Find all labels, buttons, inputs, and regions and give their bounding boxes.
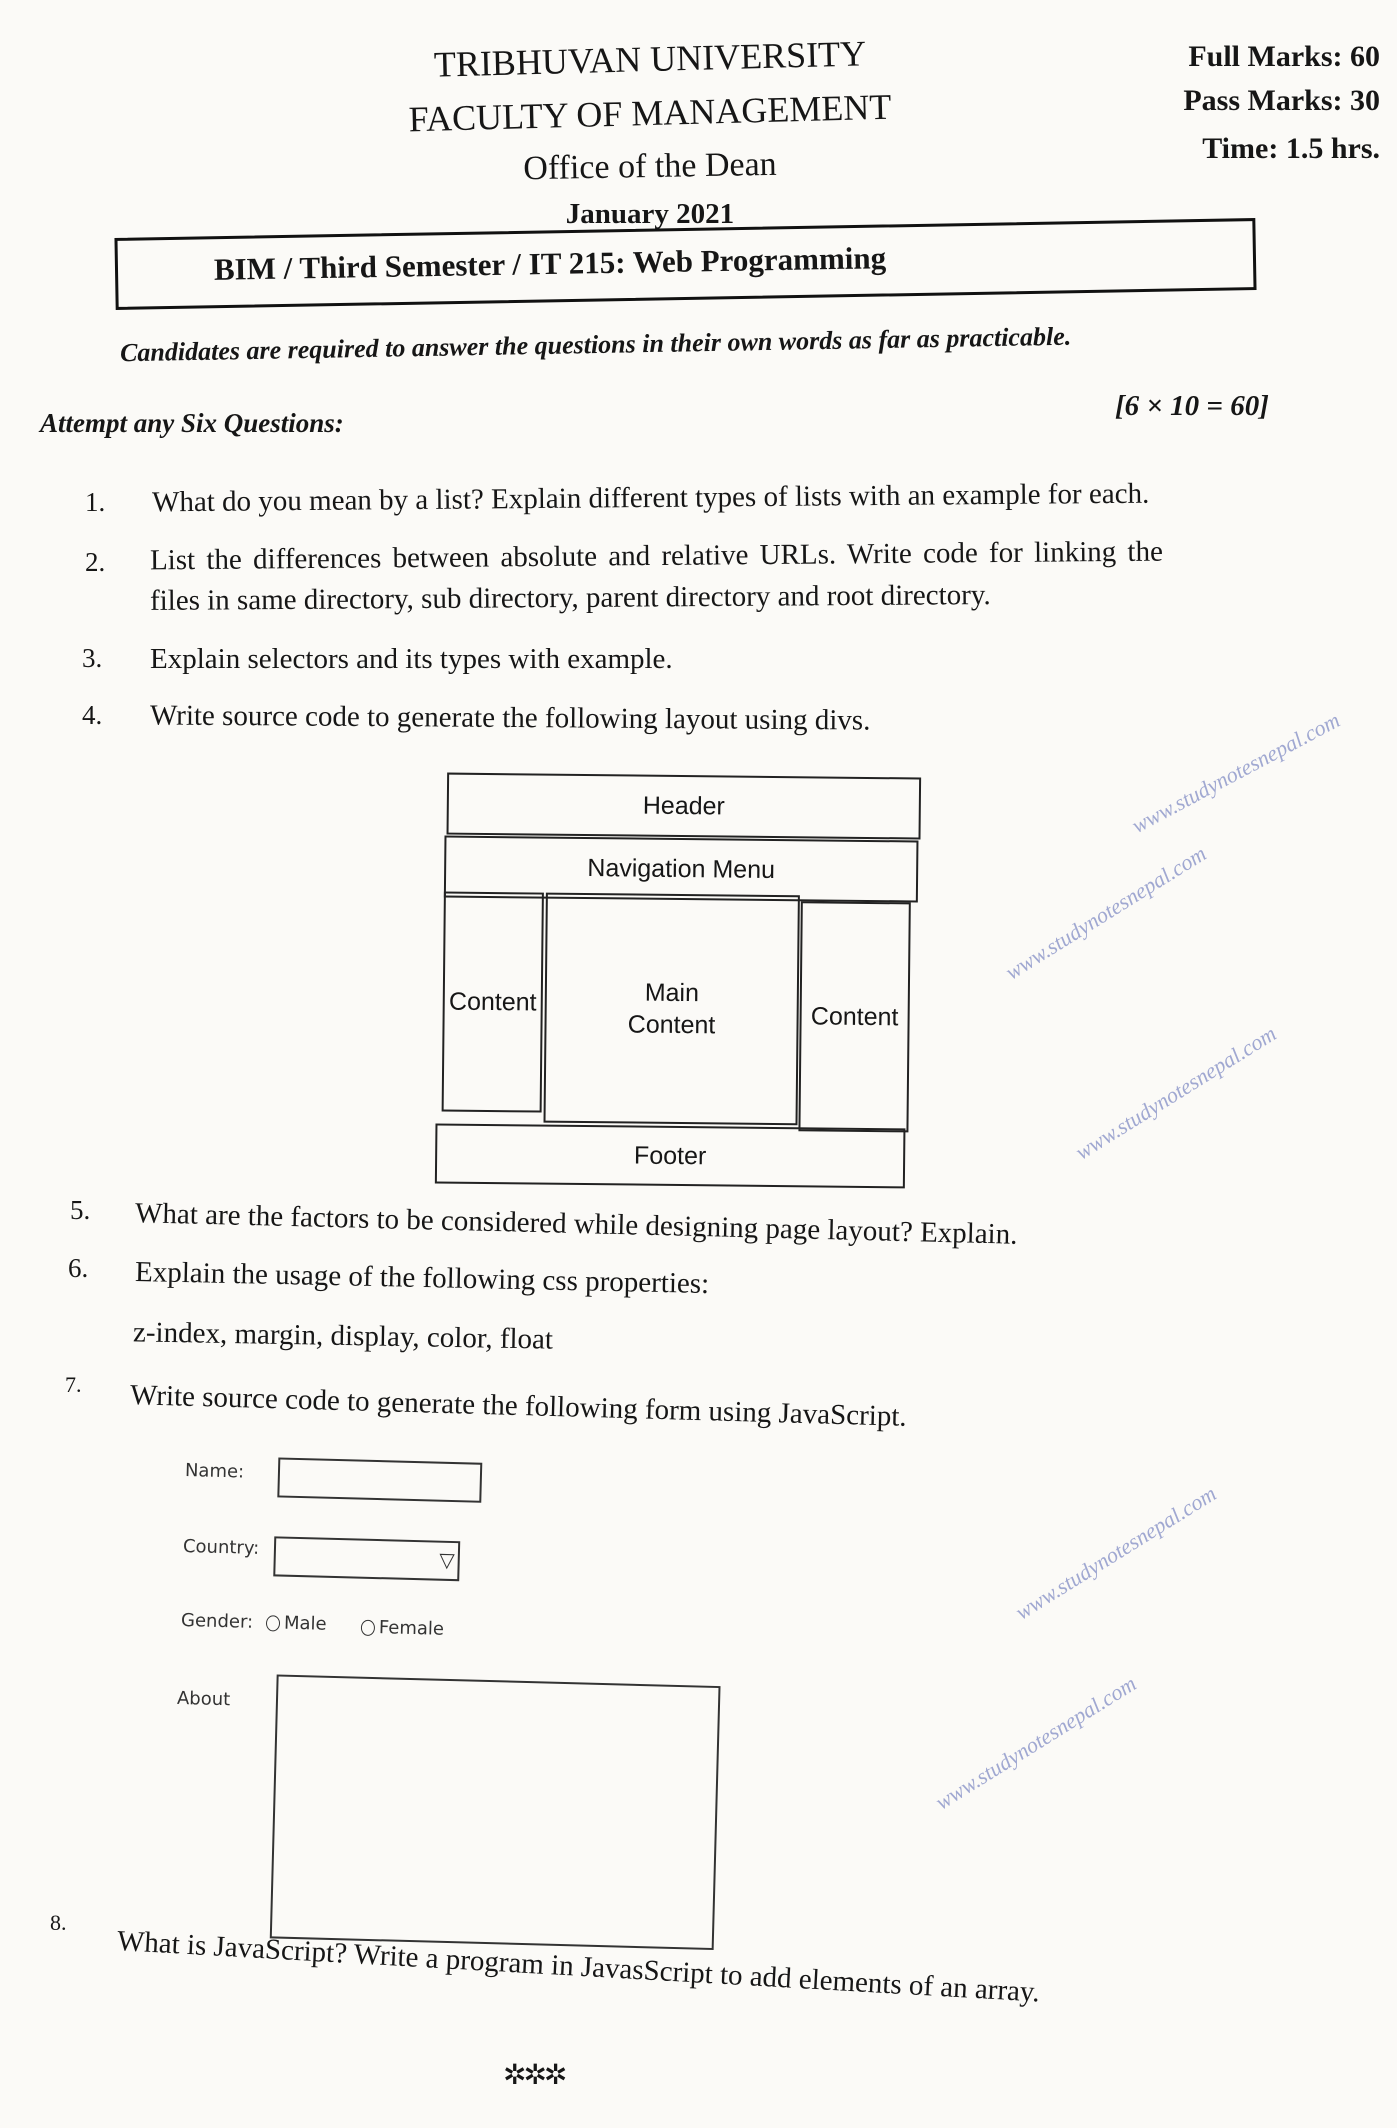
country-select[interactable]	[273, 1536, 460, 1581]
question-number: 3.	[82, 643, 103, 673]
diagram-nav-label: Navigation Menu	[587, 853, 776, 884]
question-number: 2.	[85, 547, 106, 577]
time-allowed: Time: 1.5 hrs.	[1202, 132, 1380, 165]
diagram-left-label: Content	[448, 987, 537, 1016]
question-text: Explain the usage of the following css properties:	[134, 1255, 710, 1301]
name-input[interactable]	[277, 1457, 482, 1502]
question-text-continued: z-index, margin, display, color, float	[132, 1316, 554, 1356]
radio-male[interactable]	[266, 1612, 327, 1635]
exam-date: January 2021	[565, 198, 735, 230]
radio-circle-icon	[266, 1615, 280, 1631]
diagram-footer-label: Footer	[633, 1141, 707, 1170]
radio-circle-icon	[361, 1620, 375, 1636]
question-text: Write source code to generate the following form using JavaScript.	[129, 1379, 908, 1433]
subject-title: BIM / Third Semester / IT 215: Web Programming	[213, 240, 887, 287]
question-number: 8.	[50, 1910, 67, 1935]
about-textarea[interactable]	[270, 1674, 721, 1950]
question-text: Write source code to generate the following layout using divs.	[149, 699, 871, 737]
university-name: TRIBHUVAN UNIVERSITY	[433, 33, 867, 85]
gender-label	[181, 1610, 254, 1633]
radio-male-label: Male	[283, 1612, 327, 1635]
dropdown-triangle-icon: ▽	[439, 1547, 456, 1573]
watermark: www.studynotesnepal.com	[930, 1670, 1141, 1815]
radio-female-label: Female	[378, 1617, 445, 1640]
diagram-header-label: Header	[642, 791, 725, 820]
watermark: www.studynotesnepal.com	[1010, 1480, 1221, 1625]
question-number: 5.	[70, 1195, 91, 1225]
name-label: Name:	[184, 1460, 245, 1483]
question-number: 1.	[85, 487, 106, 517]
end-mark: ✲✲✲	[503, 2060, 565, 2091]
instructions: Candidates are required to answer the questions in their own words as far as practicable.	[119, 321, 1072, 368]
question-text: Explain selectors and its types with example.	[150, 643, 673, 675]
watermark: www.studynotesnepal.com	[1127, 707, 1344, 839]
gender-label-text: Gender:	[180, 1609, 254, 1633]
radio-female[interactable]	[361, 1617, 445, 1640]
attempt-instruction: Attempt any Six Questions:	[40, 408, 344, 438]
faculty-name: FACULTY OF MANAGEMENT	[408, 86, 892, 140]
question-text: What are the factors to be considered while designing page layout? Explain.	[134, 1197, 1018, 1251]
marks-scheme: [6 × 10 = 60]	[1115, 390, 1269, 422]
question-number: 4.	[82, 700, 103, 730]
office-name: Office of the Dean	[523, 145, 777, 188]
question-text: What do you mean by a list? Explain different types of lists with an example for each.	[151, 477, 1150, 519]
question-text: What is JavaScript? Write a program in JavasScript to add elements of an array.	[116, 1925, 1041, 2009]
country-label: Country:	[182, 1535, 260, 1559]
question-number: 6.	[68, 1253, 89, 1283]
watermark: www.studynotesnepal.com	[1070, 1020, 1281, 1165]
question-number: 7.	[65, 1372, 82, 1397]
about-label: About	[176, 1687, 231, 1711]
full-marks: Full Marks: 60	[1188, 40, 1380, 73]
question-text: List the differences between absolute and relative URLs. Write code for linking the	[149, 535, 1164, 577]
diagram-main-label: Main Content	[627, 978, 716, 1040]
question-text-continued: files in same directory, sub directory, parent directory and root directory.	[149, 579, 991, 617]
watermark: www.studynotesnepal.com	[1000, 840, 1211, 985]
diagram-right-label: Content	[810, 1001, 899, 1031]
pass-marks: Pass Marks: 30	[1183, 84, 1380, 117]
